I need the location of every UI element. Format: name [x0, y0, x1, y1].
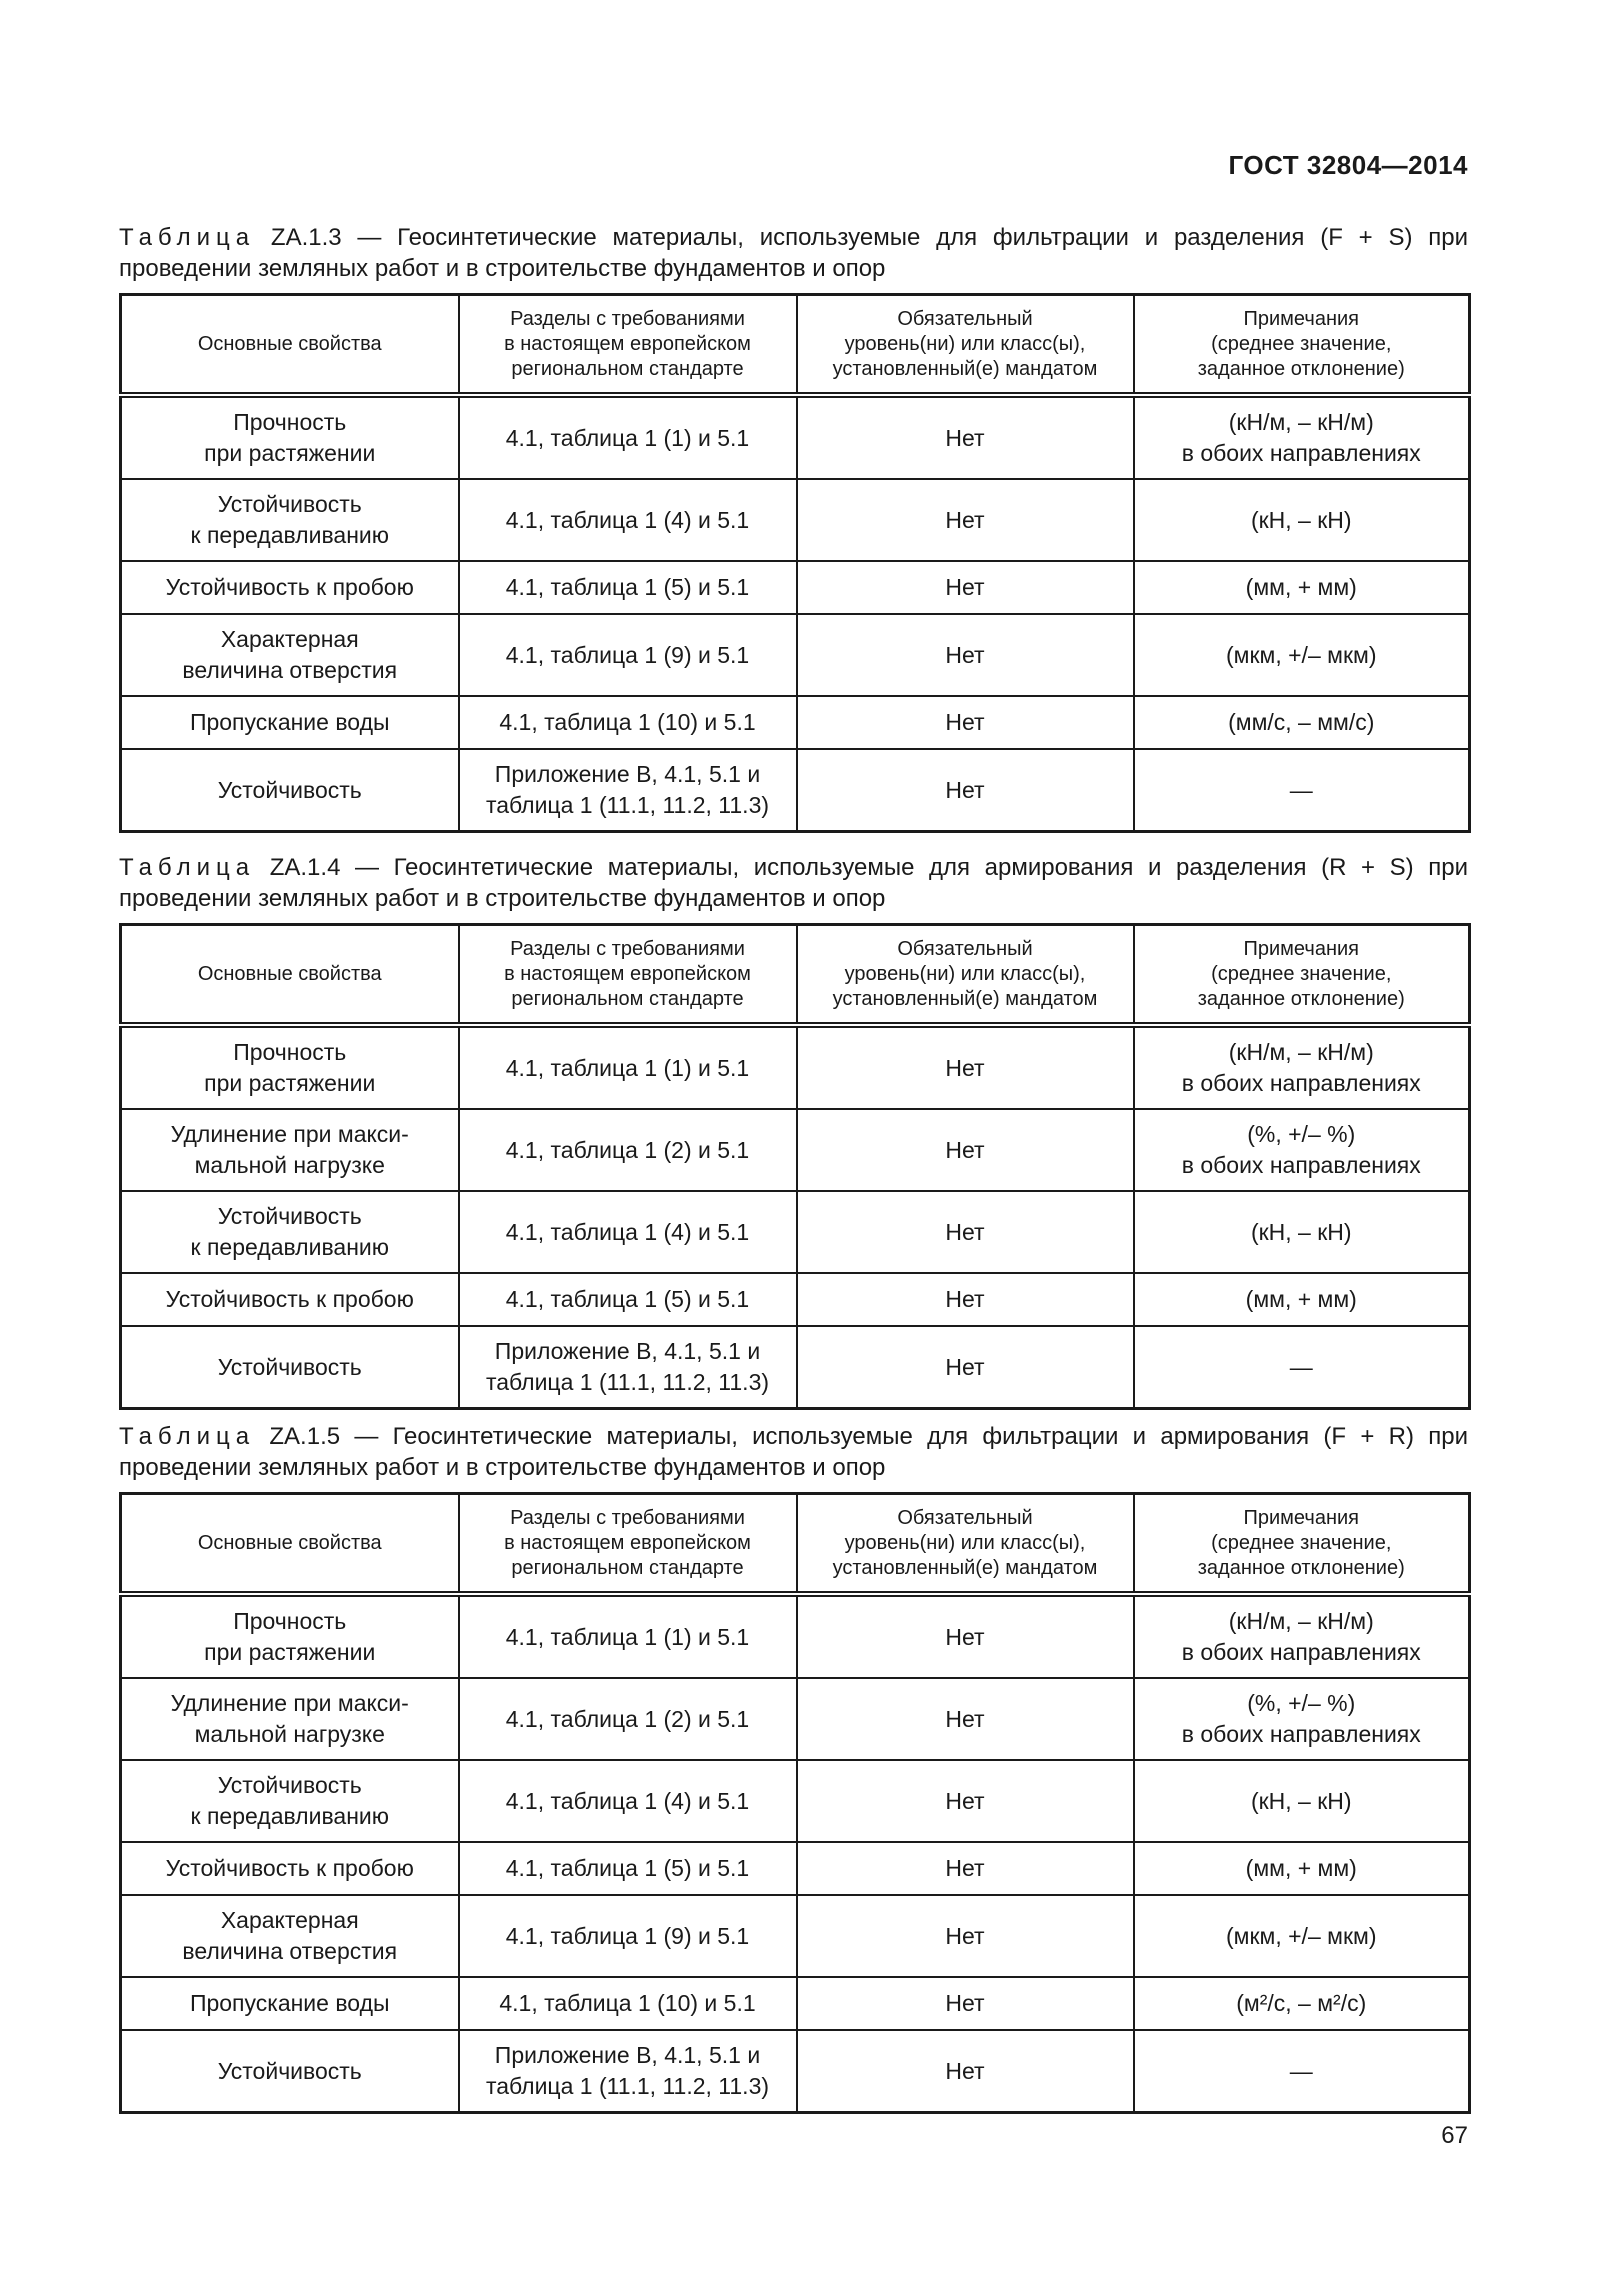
header-mandatory-level-line-2: уровень(ни) или класс(ы),: [844, 1531, 1086, 1554]
level-text: Нет: [945, 1855, 985, 1881]
level-cell: [797, 1273, 1134, 1326]
table-section-za-1-4: [119, 852, 1468, 1410]
header-mandatory-level-line-3: установленный(е) мандатом: [832, 987, 1098, 1010]
property-line-1: Характерная: [220, 626, 359, 652]
document-header: ГОСТ 32804—2014: [1228, 150, 1468, 180]
note-line-1: (кН, – кН): [1250, 1218, 1352, 1245]
note-cell: [1134, 1109, 1470, 1191]
table-section-za-1-3: [119, 222, 1468, 833]
section-cell: [459, 1191, 797, 1273]
property-cell: [121, 561, 459, 614]
section-cell: [459, 1842, 797, 1895]
property-line-1: Устойчивость: [217, 776, 362, 803]
header-sections-line-1: Разделы с требованиями: [510, 307, 745, 330]
level-cell: [797, 479, 1134, 561]
section-cell: [459, 1977, 797, 2030]
header-notes-line-2: (среднее значение,: [1211, 332, 1392, 355]
header-sections-line-3: региональном стандарте: [511, 1556, 744, 1579]
section-line-1: 4.1, таблица 1 (5) и 5.1: [505, 1855, 750, 1881]
header-notes-line-3: заданное отклонение): [1197, 357, 1405, 380]
note-cell: [1134, 614, 1470, 696]
requirements-table: [119, 1492, 1471, 2114]
header-notes-line-3: заданное отклонение): [1197, 1556, 1405, 1579]
header-sections-line-3: региональном стандарте: [511, 987, 744, 1010]
level-text: Нет: [945, 1286, 985, 1312]
table-row: [121, 696, 1470, 749]
note-cell: [1134, 749, 1470, 832]
header-notes-line-1: Примечания: [1243, 1506, 1359, 1529]
property-cell: [121, 749, 459, 832]
table-word: Таблица: [119, 1423, 256, 1450]
level-text: Нет: [945, 574, 985, 600]
header-notes-line-3: заданное отклонение): [1197, 987, 1405, 1010]
level-cell: [797, 561, 1134, 614]
header-sections: [459, 1494, 797, 1595]
level-cell: [797, 1842, 1134, 1895]
level-cell: [797, 749, 1134, 832]
header-main-properties: [121, 1494, 459, 1595]
note-line-1: (кН, – кН): [1250, 506, 1352, 533]
section-line-2: таблица 1 (11.1, 11.2, 11.3): [485, 2073, 770, 2099]
note-cell: [1134, 1678, 1470, 1760]
header-notes-line-1: Примечания: [1243, 937, 1359, 960]
note-line-1: (кН/м, – кН/м): [1228, 1039, 1374, 1065]
table-row: [121, 561, 1470, 614]
property-line-2: мальной нагрузке: [194, 1152, 385, 1178]
header-mandatory-level-line-3: установленный(е) мандатом: [832, 357, 1098, 380]
requirements-table: [119, 293, 1471, 833]
table-row: [121, 1109, 1470, 1191]
property-cell: [121, 1025, 459, 1109]
table-row: [121, 2030, 1470, 2113]
table-row: [121, 1842, 1470, 1895]
property-cell: [121, 1326, 459, 1409]
property-line-1: Устойчивость к пробою: [165, 574, 414, 600]
header-notes-line-1: Примечания: [1243, 307, 1359, 330]
note-cell: [1134, 1760, 1470, 1842]
level-text: Нет: [945, 1218, 985, 1245]
note-line-1: (мм, + мм): [1245, 1855, 1357, 1881]
section-line-1: 4.1, таблица 1 (9) и 5.1: [505, 1922, 750, 1949]
property-line-2: величина отверстия: [182, 657, 398, 683]
property-line-1: Устойчивость: [217, 491, 362, 517]
property-line-1: Прочность: [233, 1039, 347, 1065]
section-cell: [459, 1326, 797, 1409]
level-cell: [797, 614, 1134, 696]
note-line-2: в обоих направлениях: [1181, 1721, 1421, 1747]
property-line-1: Устойчивость: [217, 1203, 362, 1229]
note-cell: [1134, 1191, 1470, 1273]
note-line-2: в обоих направлениях: [1181, 440, 1421, 466]
property-cell: [121, 1977, 459, 2030]
level-cell: [797, 1594, 1134, 1678]
note-line-1: (мкм, +/– мкм): [1226, 1922, 1377, 1949]
note-cell: [1134, 1594, 1470, 1678]
property-line-1: Устойчивость к пробою: [165, 1286, 414, 1312]
section-line-1: 4.1, таблица 1 (1) и 5.1: [505, 424, 750, 451]
table-caption: [119, 852, 1468, 914]
header-mandatory-level: [797, 1494, 1134, 1595]
property-line-2: к передавливанию: [190, 1234, 389, 1260]
note-line-1: (кН, – кН): [1250, 1787, 1352, 1814]
section-line-1: 4.1, таблица 1 (10) и 5.1: [499, 1990, 756, 2016]
section-cell: [459, 1895, 797, 1977]
property-cell: [121, 1678, 459, 1760]
level-cell: [797, 1109, 1134, 1191]
note-line-1: (кН/м, – кН/м): [1228, 409, 1374, 435]
section-cell: [459, 1025, 797, 1109]
header-notes-line-2: (среднее значение,: [1211, 1531, 1392, 1554]
level-text: Нет: [945, 1990, 985, 2016]
property-line-1: Устойчивость: [217, 1772, 362, 1798]
level-cell: [797, 2030, 1134, 2113]
header-main-properties-text: Основные свойства: [197, 962, 382, 985]
header-sections-line-2: в настоящем европейском: [504, 332, 751, 355]
property-line-1: Удлинение при макси-: [170, 1690, 409, 1716]
table-caption: [119, 222, 1468, 284]
note-cell: [1134, 1895, 1470, 1977]
level-text: Нет: [945, 1054, 985, 1081]
note-cell: [1134, 2030, 1470, 2113]
level-cell: [797, 1977, 1134, 2030]
property-cell: [121, 479, 459, 561]
level-text: Нет: [945, 1353, 985, 1380]
note-cell: [1134, 1326, 1470, 1409]
header-mandatory-level-line-1: Обязательный: [897, 307, 1033, 330]
property-line-2: при растяжении: [204, 440, 376, 466]
property-cell: [121, 1109, 459, 1191]
header-mandatory-level-line-1: Обязательный: [897, 1506, 1033, 1529]
table-row: [121, 749, 1470, 832]
table-word: Таблица: [119, 854, 256, 881]
section-line-1: Приложение В, 4.1, 5.1 и: [494, 761, 761, 787]
property-cell: [121, 1760, 459, 1842]
note-cell: [1134, 1025, 1470, 1109]
header-notes: [1134, 295, 1470, 396]
section-cell: [459, 395, 797, 479]
requirements-table: [119, 923, 1471, 1410]
table-row: [121, 479, 1470, 561]
table-row: [121, 614, 1470, 696]
header-mandatory-level-line-2: уровень(ни) или класс(ы),: [844, 962, 1086, 985]
property-cell: [121, 1895, 459, 1977]
note-cell: [1134, 696, 1470, 749]
property-line-1: Устойчивость: [217, 1353, 362, 1380]
property-line-1: Устойчивость: [217, 2057, 362, 2084]
section-line-1: 4.1, таблица 1 (1) и 5.1: [505, 1623, 750, 1650]
note-line-2: в обоих направлениях: [1181, 1152, 1421, 1178]
header-sections-line-2: в настоящем европейском: [504, 962, 751, 985]
level-cell: [797, 395, 1134, 479]
header-notes-line-2: (среднее значение,: [1211, 962, 1392, 985]
level-cell: [797, 1326, 1134, 1409]
level-text: Нет: [945, 641, 985, 668]
header-sections-line-1: Разделы с требованиями: [510, 937, 745, 960]
header-sections-line-3: региональном стандарте: [511, 357, 744, 380]
table-row: [121, 1977, 1470, 2030]
table-row: [121, 1326, 1470, 1409]
header-main-properties: [121, 925, 459, 1026]
level-text: Нет: [945, 709, 985, 735]
table-header-row: [121, 295, 1470, 396]
level-cell: [797, 1760, 1134, 1842]
note-line-1: (мм/с, – мм/с): [1228, 709, 1375, 735]
level-text: Нет: [945, 1623, 985, 1650]
property-cell: [121, 1842, 459, 1895]
section-cell: [459, 749, 797, 832]
table-row: [121, 1273, 1470, 1326]
property-line-2: к передавливанию: [190, 1803, 389, 1829]
note-cell: [1134, 479, 1470, 561]
section-cell: [459, 1109, 797, 1191]
table-caption-text: ZA.1.4 — Геосинтетические материалы, используемые для армирования и разделения (R + S) при проведении земляных работ и в строительстве фундаментов и опор: [119, 854, 1468, 912]
table-row: [121, 1760, 1470, 1842]
section-line-1: 4.1, таблица 1 (4) и 5.1: [505, 1787, 750, 1814]
header-sections: [459, 295, 797, 396]
table-word: Таблица: [119, 224, 256, 251]
section-line-1: 4.1, таблица 1 (5) и 5.1: [505, 574, 750, 600]
note-line-1: (м²/с, – м²/с): [1236, 1990, 1367, 2016]
property-cell: [121, 614, 459, 696]
section-line-1: 4.1, таблица 1 (5) и 5.1: [505, 1286, 750, 1312]
section-line-1: 4.1, таблица 1 (9) и 5.1: [505, 641, 750, 668]
note-line-2: в обоих направлениях: [1181, 1639, 1421, 1665]
level-text: Нет: [945, 424, 985, 451]
note-line-1: (мм, + мм): [1245, 574, 1357, 600]
section-line-1: Приложение В, 4.1, 5.1 и: [494, 1338, 761, 1364]
section-cell: [459, 479, 797, 561]
property-line-2: к передавливанию: [190, 522, 389, 548]
property-line-1: Удлинение при макси-: [170, 1121, 409, 1147]
level-cell: [797, 1678, 1134, 1760]
table-row: [121, 1191, 1470, 1273]
property-line-2: величина отверстия: [182, 1938, 398, 1964]
table-row: [121, 1025, 1470, 1109]
header-mandatory-level: [797, 295, 1134, 396]
note-cell: [1134, 561, 1470, 614]
table-row: [121, 1678, 1470, 1760]
table-row: [121, 1895, 1470, 1977]
note-cell: [1134, 1273, 1470, 1326]
property-cell: [121, 2030, 459, 2113]
section-line-1: 4.1, таблица 1 (1) и 5.1: [505, 1054, 750, 1081]
section-cell: [459, 561, 797, 614]
level-cell: [797, 1191, 1134, 1273]
property-line-1: Пропускание воды: [189, 1990, 390, 2016]
property-line-2: мальной нагрузке: [194, 1721, 385, 1747]
table-caption-text: ZA.1.5 — Геосинтетические материалы, используемые для фильтрации и армирования (F + R) при проведении земляных работ и в строительстве фундаментов и опор: [119, 1423, 1468, 1481]
level-text: Нет: [945, 1136, 985, 1163]
section-line-1: 4.1, таблица 1 (2) и 5.1: [505, 1705, 750, 1732]
section-cell: [459, 1678, 797, 1760]
property-cell: [121, 696, 459, 749]
header-main-properties-text: Основные свойства: [197, 332, 382, 355]
note-cell: [1134, 395, 1470, 479]
header-mandatory-level: [797, 925, 1134, 1026]
section-cell: [459, 2030, 797, 2113]
header-sections: [459, 925, 797, 1026]
section-line-1: 4.1, таблица 1 (10) и 5.1: [499, 709, 756, 735]
note-line-1: (%, +/– %): [1247, 1121, 1356, 1147]
page-number: 67: [1441, 2122, 1468, 2149]
header-mandatory-level-line-1: Обязательный: [897, 937, 1033, 960]
header-main-properties-text: Основные свойства: [197, 1531, 382, 1554]
note-line-1: —: [1289, 1353, 1313, 1380]
note-line-1: (мм, + мм): [1245, 1286, 1357, 1312]
property-cell: [121, 1273, 459, 1326]
note-line-1: (мкм, +/– мкм): [1226, 641, 1377, 668]
section-cell: [459, 696, 797, 749]
section-line-1: 4.1, таблица 1 (2) и 5.1: [505, 1136, 750, 1163]
property-line-1: Устойчивость к пробою: [165, 1855, 414, 1881]
header-sections-line-1: Разделы с требованиями: [510, 1506, 745, 1529]
property-line-1: Характерная: [220, 1907, 359, 1933]
note-line-1: (%, +/– %): [1247, 1690, 1356, 1716]
property-cell: [121, 395, 459, 479]
section-line-1: 4.1, таблица 1 (4) и 5.1: [505, 506, 750, 533]
property-line-1: Пропускание воды: [189, 709, 390, 735]
property-cell: [121, 1594, 459, 1678]
level-text: Нет: [945, 506, 985, 533]
property-line-1: Прочность: [233, 1608, 347, 1634]
level-text: Нет: [945, 1787, 985, 1814]
table-caption-text: ZA.1.3 — Геосинтетические материалы, используемые для фильтрации и разделения (F + S) при проведении земляных работ и в строительстве фундаментов и опор: [119, 224, 1468, 282]
level-cell: [797, 696, 1134, 749]
section-cell: [459, 1273, 797, 1326]
level-cell: [797, 1895, 1134, 1977]
section-cell: [459, 1594, 797, 1678]
table-row: [121, 395, 1470, 479]
table-caption: [119, 1421, 1468, 1483]
section-line-2: таблица 1 (11.1, 11.2, 11.3): [485, 792, 770, 818]
level-text: Нет: [945, 2057, 985, 2084]
header-mandatory-level-line-3: установленный(е) мандатом: [832, 1556, 1098, 1579]
table-header-row: [121, 1494, 1470, 1595]
section-line-1: Приложение В, 4.1, 5.1 и: [494, 2042, 761, 2068]
note-line-2: в обоих направлениях: [1181, 1070, 1421, 1096]
note-cell: [1134, 1977, 1470, 2030]
property-line-2: при растяжении: [204, 1639, 376, 1665]
section-line-1: 4.1, таблица 1 (4) и 5.1: [505, 1218, 750, 1245]
level-cell: [797, 1025, 1134, 1109]
note-line-1: (кН/м, – кН/м): [1228, 1608, 1374, 1634]
property-cell: [121, 1191, 459, 1273]
header-notes: [1134, 925, 1470, 1026]
header-notes: [1134, 1494, 1470, 1595]
header-mandatory-level-line-2: уровень(ни) или класс(ы),: [844, 332, 1086, 355]
table-section-za-1-5: [119, 1421, 1468, 2114]
property-line-1: Прочность: [233, 409, 347, 435]
table-header-row: [121, 925, 1470, 1026]
section-cell: [459, 614, 797, 696]
level-text: Нет: [945, 1922, 985, 1949]
level-text: Нет: [945, 776, 985, 803]
header-sections-line-2: в настоящем европейском: [504, 1531, 751, 1554]
section-line-2: таблица 1 (11.1, 11.2, 11.3): [485, 1369, 770, 1395]
level-text: Нет: [945, 1705, 985, 1732]
section-cell: [459, 1760, 797, 1842]
note-cell: [1134, 1842, 1470, 1895]
header-main-properties: [121, 295, 459, 396]
property-line-2: при растяжении: [204, 1070, 376, 1096]
table-row: [121, 1594, 1470, 1678]
note-line-1: —: [1289, 2057, 1313, 2084]
note-line-1: —: [1289, 776, 1313, 803]
